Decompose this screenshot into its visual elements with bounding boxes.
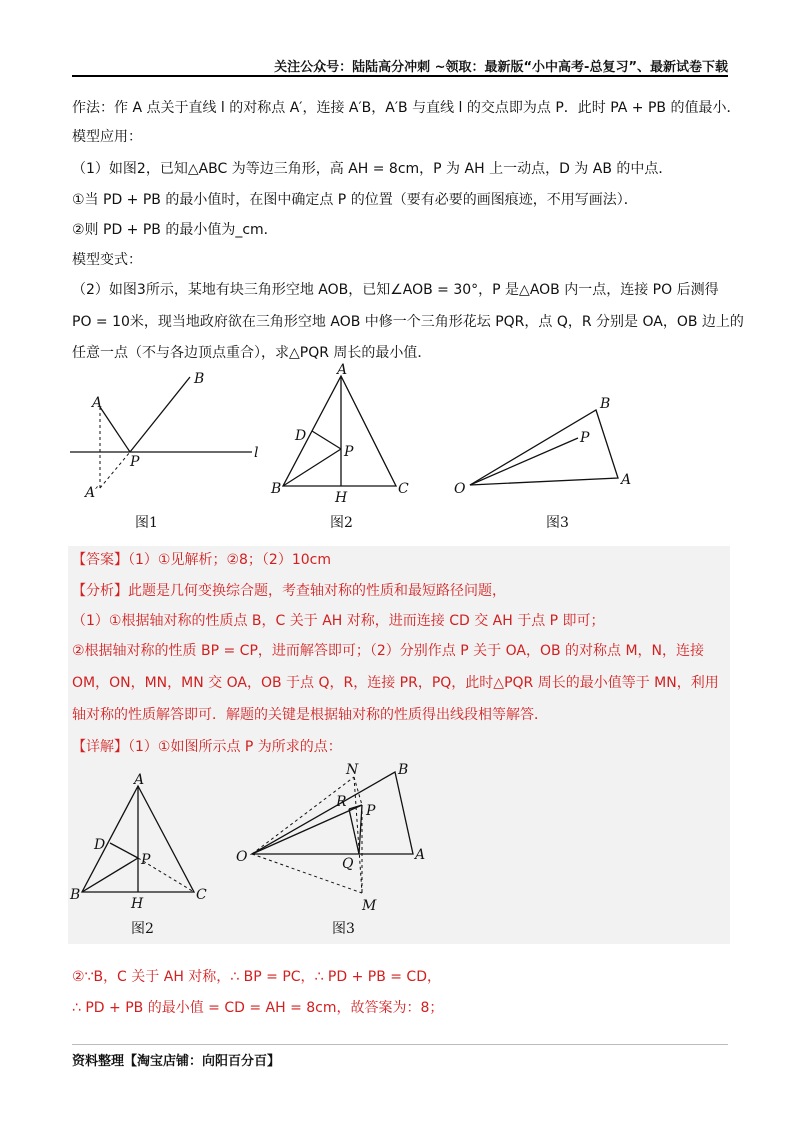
label-l: l [254,445,259,461]
label-C: C [398,481,409,497]
analysis-line-4: OM，ON，MN，MN 交 OA，OB 于点 Q，R，连接 PR，PQ，此时△PQR 周长的最小值等于 MN，利用 [72,675,719,691]
detail-line-2: ②∵B，C 关于 AH 对称，∴ BP = PC，∴ PD + PB = CD， [72,969,441,985]
figure-1 [60,365,270,505]
footer-divider [72,1044,728,1045]
label-D: D [94,837,106,853]
detail-line-3: ∴ PD + PB 的最小值 = CD = AH = 8cm，故答案为：8； [72,1000,444,1016]
caption-fig1: 图1 [135,515,158,531]
label-A: A [337,362,348,378]
label-C: C [196,887,207,903]
body-line-4: ①当 PD + PB 的最小值时，在图中确定点 P 的位置（要有必要的画图痕迹，不用写画法）． [72,192,638,208]
label-A: A [92,395,103,411]
caption-detail-fig3: 图3 [332,921,355,937]
detail-figure-2 [65,772,225,912]
body-line-3: （1）如图2，已知△ABC 为等边三角形，高 AH = 8cm，P 为 AH 上一动点，D 为 AB 的中点． [72,161,673,177]
label-A: A [621,472,632,488]
label-O: O [236,849,248,865]
label-N: N [346,762,359,778]
header-divider [72,75,728,77]
detail-line-1: 【详解】（1）①如图所示点 P 为所求的点： [72,739,342,755]
label-A: A [134,772,145,788]
caption-fig2: 图2 [330,515,353,531]
body-line-5: ②则 PD + PB 的最小值为_cm． [72,222,278,238]
body-line-2: 模型应用： [72,129,142,145]
label-P: P [366,803,376,819]
analysis-line-5: 轴对称的性质解答即可．解题的关键是根据轴对称的性质得出线段相等解答． [72,707,548,723]
page-footer: 资料整理【淘宝店铺：向阳百分百】 [72,1054,281,1069]
analysis-line-1: 【分析】此题是几何变换综合题，考查轴对称的性质和最短路径问题， [72,583,506,599]
label-M: M [362,898,377,914]
page-header: 关注公众号：陆陆高分冲刺 ~领取：最新版“小中高考-总复习”、最新试卷下载 [274,60,728,75]
detail-figure-3 [232,760,442,920]
label-A: A [415,847,426,863]
label-B: B [398,762,409,778]
figure-3 [448,385,648,500]
body-line-8: PO = 10米，现当地政府欲在三角形空地 AOB 中修一个三角形花坛 PQR，点 Q，R 分别是 OA，OB 边上的 [72,314,744,330]
label-O: O [454,481,466,497]
body-line-9: 任意一点（不与各边顶点重合），求△PQR 周长的最小值． [72,345,432,361]
label-B: B [70,887,81,903]
label-R: R [336,794,347,810]
label-H: H [335,490,348,506]
label-P: P [141,852,151,868]
label-B: B [194,371,205,387]
answer-line-1: 【答案】（1）①见解析；②8；（2）10cm [72,552,331,568]
figure-2 [265,362,415,507]
analysis-line-2: （1）①根据轴对称的性质点 B，C 关于 AH 对称，进而连接 CD 交 AH 于点 P 即可； [72,613,605,629]
label-P: P [130,454,140,470]
label-B: B [600,396,611,412]
label-A-prime: A′ [85,485,99,501]
label-P: P [580,430,590,446]
analysis-line-3: ②根据轴对称的性质 BP = CP，进而解答即可；（2）分别作点 P 关于 OA，OB 的对称点 M，N，连接 [72,643,705,659]
caption-fig3: 图3 [546,515,569,531]
label-P: P [344,444,354,460]
body-line-6: 模型变式： [72,252,142,268]
caption-detail-fig2: 图2 [131,921,154,937]
body-line-1: 作法：作 A 点关于直线 l 的对称点 A′，连接 A′B，A′B 与直线 l 的交点即为点 P．此时 PA + PB 的值最小． [72,100,741,116]
label-H: H [131,896,144,912]
label-B: B [271,481,282,497]
label-Q: Q [342,856,354,872]
label-D: D [295,428,307,444]
body-line-7: （2）如图3所示，某地有块三角形空地 AOB，已知∠AOB = 30°，P 是△AOB 内一点，连接 PO 后测得 [72,282,719,298]
